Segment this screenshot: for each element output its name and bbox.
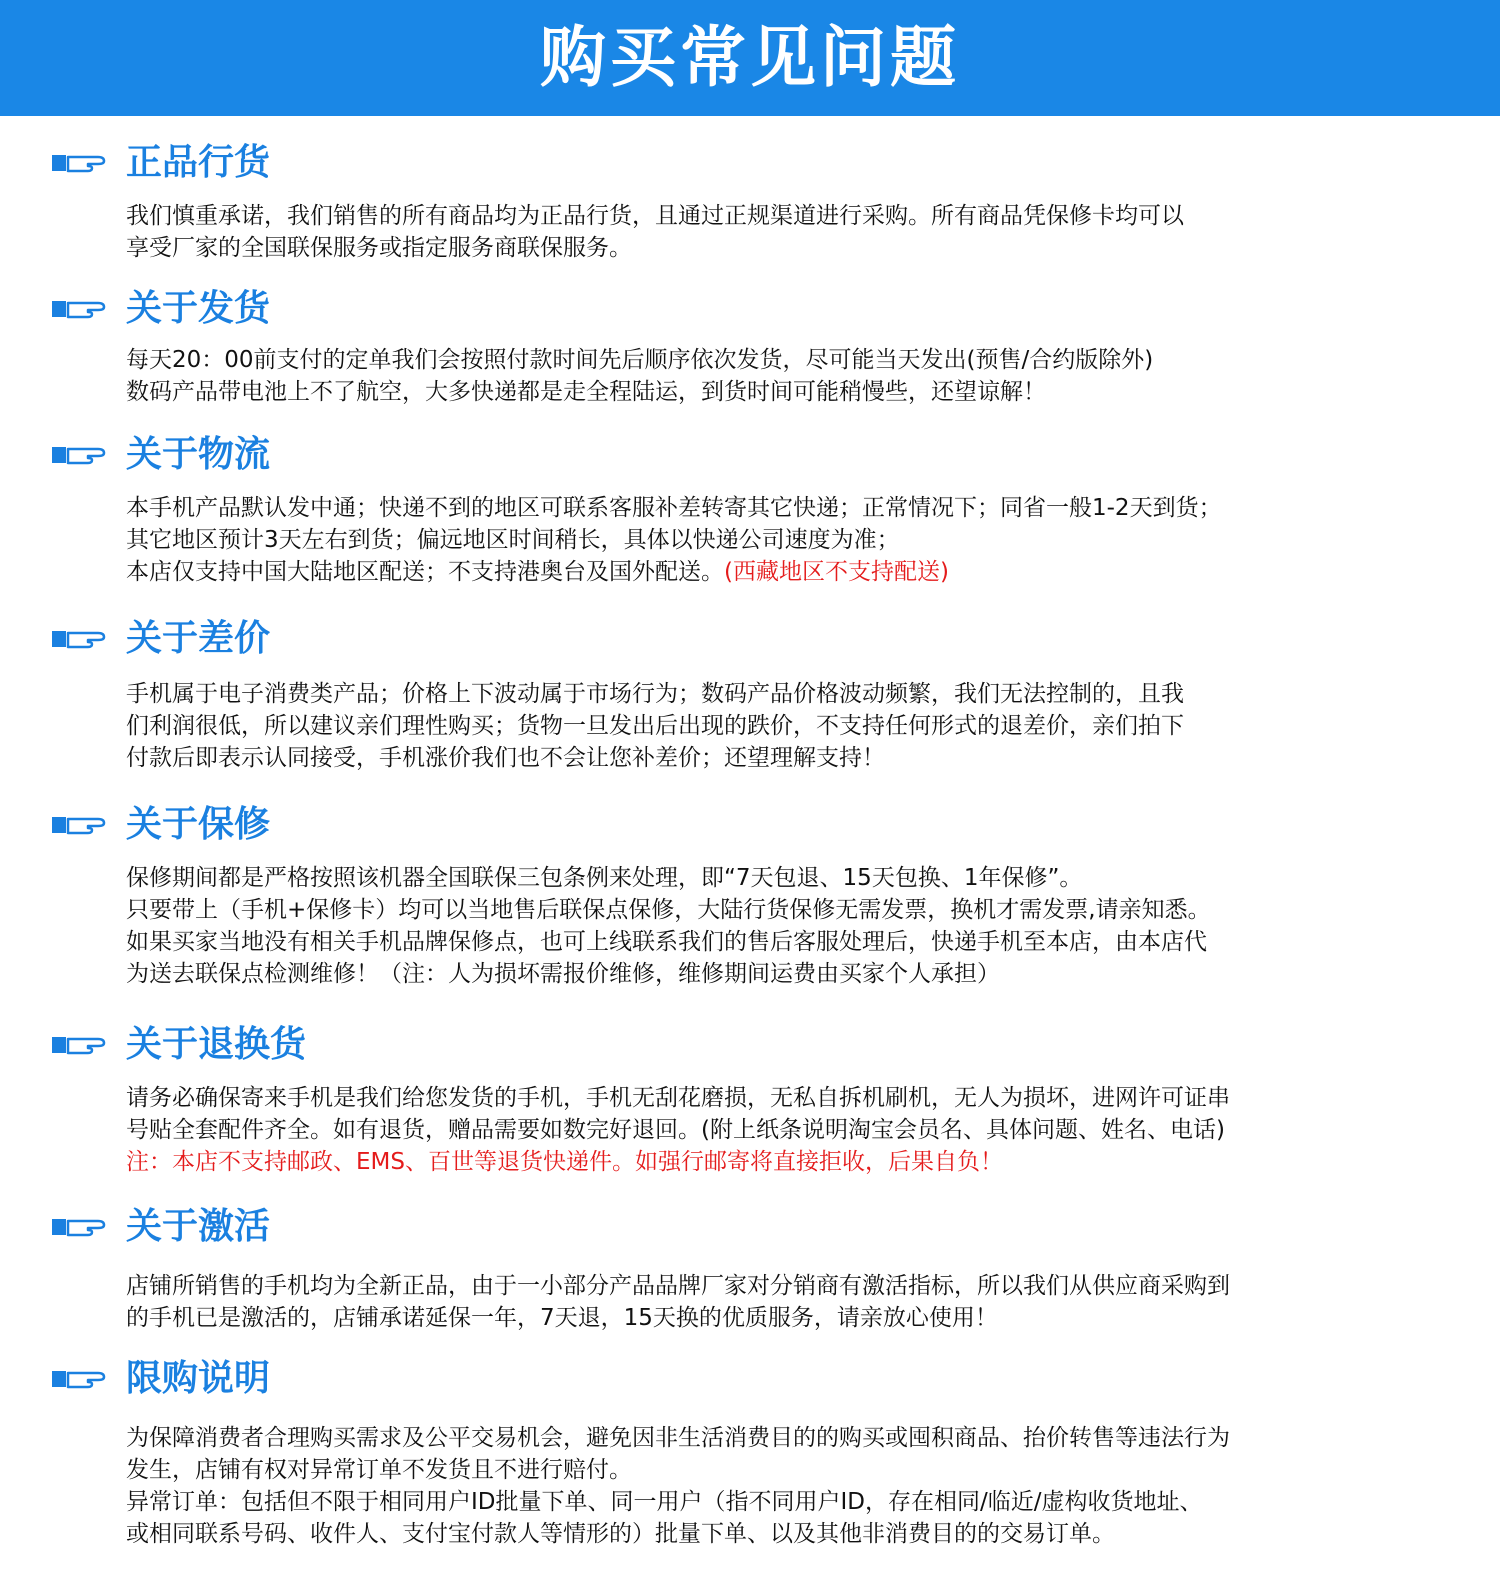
section-body	[126, 492, 1426, 588]
body-line	[126, 556, 1426, 588]
body-line: 发生，店铺有权对异常订单不发货且不进行赔付。	[126, 1457, 632, 1483]
section-body	[126, 862, 1426, 990]
body-line: 数码产品带电池上不了航空，大多快递都是走全程陆运，到货时间可能稍慢些，还望谅解！	[126, 379, 1046, 405]
section-body	[126, 344, 1426, 408]
body-line: 保修期间都是严格按照该机器全国联保三包条例来处理，即“7天包退、15天包换、1年保修”。	[126, 865, 1083, 891]
header-banner	[0, 0, 1500, 116]
body-line: 的手机已是激活的，店铺承诺延保一年，7天退，15天换的优质服务，请亲放心使用！	[126, 1305, 998, 1331]
body-line: 或相同联系号码、收件人、支付宝付款人等情形的）批量下单、以及其他非消费目的的交易订单。	[126, 1521, 1115, 1547]
page-title: 购买常见问题	[540, 19, 960, 96]
pointing-hand-icon	[52, 152, 110, 174]
section-title: 关于保修	[126, 804, 271, 845]
body-line: 手机属于电子消费类产品；价格上下波动属于市场行为；数码产品价格波动频繁，我们无法控制的，且我	[126, 681, 1184, 707]
body-line: 每天20：00前支付的定单我们会按照付款时间先后顺序依次发货，尽可能当天发出(预售/合约版除外)	[126, 347, 1154, 373]
section-body	[126, 1422, 1426, 1550]
body-line: 为保障消费者合理购买需求及公平交易机会，避免因非生活消费目的的购买或囤积商品、抬价转售等违法行为	[126, 1425, 1230, 1451]
body-text: 本店仅支持中国大陆地区配送；不支持港奥台及国外配送。	[126, 559, 724, 585]
body-line: 只要带上（手机+保修卡）均可以当地售后联保点保修，大陆行货保修无需发票，换机才需发票,请亲知悉。	[126, 897, 1211, 923]
body-line: 本手机产品默认发中通；快递不到的地区可联系客服补差转寄其它快递；正常情况下；同省一般1-2天到货；	[126, 495, 1222, 521]
section-title: 正品行货	[126, 142, 271, 183]
section-title: 关于退换货	[126, 1024, 307, 1065]
pointing-hand-icon	[52, 1034, 110, 1056]
pointing-hand-icon	[52, 1368, 110, 1390]
section-title: 关于差价	[126, 618, 271, 659]
section-title: 关于物流	[126, 434, 271, 475]
pointing-hand-icon	[52, 444, 110, 466]
section-title: 关于发货	[126, 288, 271, 329]
body-line: 异常订单：包括但不限于相同用户ID批量下单、同一用户（指不同用户ID，存在相同/临近/虚构收货地址、	[126, 1489, 1203, 1515]
section-body	[126, 200, 1426, 264]
pointing-hand-icon	[52, 1216, 110, 1238]
section-body	[126, 1270, 1426, 1334]
body-line: 店铺所销售的手机均为全新正品，由于一小部分产品品牌厂家对分销商有激活指标，所以我们从供应商采购到	[126, 1273, 1230, 1299]
body-line: 号贴全套配件齐全。如有退货，赠品需要如数完好退回。(附上纸条说明淘宝会员名、具体问题、姓名、电话)	[126, 1117, 1225, 1143]
body-line: 其它地区预计3天左右到货；偏远地区时间稍长，具体以快递公司速度为准；	[126, 527, 900, 553]
section-body	[126, 1082, 1426, 1178]
section-body	[126, 678, 1426, 774]
body-line: 为送去联保点检测维修！（注：人为损坏需报价维修，维修期间运费由买家个人承担）	[126, 961, 1000, 987]
body-line: 请务必确保寄来手机是我们给您发货的手机，手机无刮花磨损，无私自拆机刷机，无人为损坏，进网许可证串	[126, 1085, 1230, 1111]
body-line: 们利润很低，所以建议亲们理性购买；货物一旦发出后出现的跌价，不支持任何形式的退差价，亲们拍下	[126, 713, 1184, 739]
section-title: 关于激活	[126, 1206, 271, 1247]
body-line: 付款后即表示认同接受，手机涨价我们也不会让您补差价；还望理解支持！	[126, 745, 885, 771]
warning-text: (西藏地区不支持配送)	[724, 559, 949, 585]
warning-text: 注：本店不支持邮政、EMS、百世等退货快递件。如强行邮寄将直接拒收，后果自负！	[126, 1149, 1003, 1175]
body-line: 我们慎重承诺，我们销售的所有商品均为正品行货，且通过正规渠道进行采购。所有商品凭保修卡均可以	[126, 203, 1184, 229]
pointing-hand-icon	[52, 628, 110, 650]
body-line: 如果买家当地没有相关手机品牌保修点，也可上线联系我们的售后客服处理后，快递手机至本店，由本店代	[126, 929, 1207, 955]
pointing-hand-icon	[52, 814, 110, 836]
pointing-hand-icon	[52, 298, 110, 320]
section-title: 限购说明	[126, 1358, 271, 1399]
body-line: 享受厂家的全国联保服务或指定服务商联保服务。	[126, 235, 632, 261]
